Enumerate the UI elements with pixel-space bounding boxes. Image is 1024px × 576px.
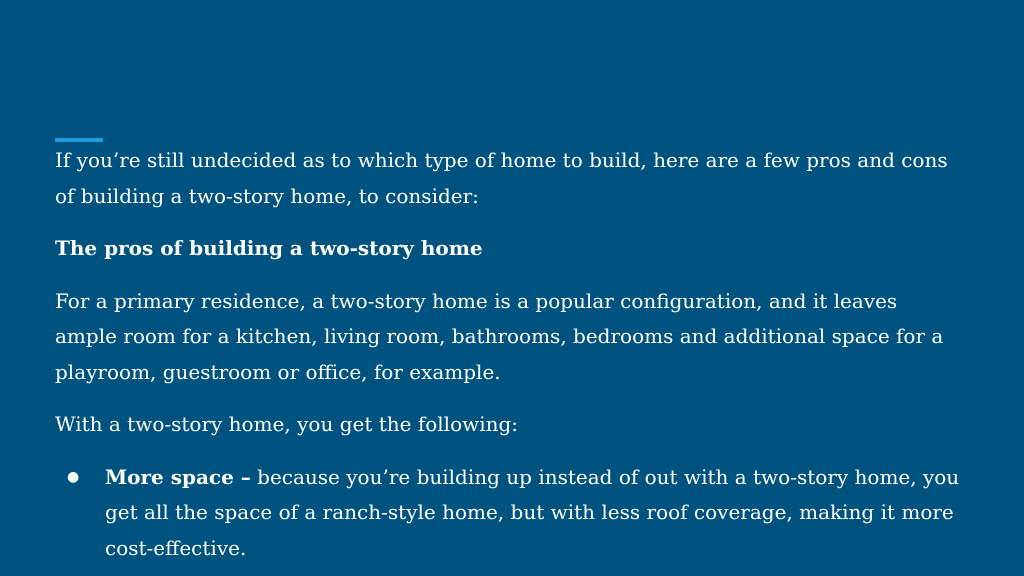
bullet-text: because you’re building up instead of out with a two-story home, you get all the space of a ranch-style home, but with less roof coverage, making it more cost-effective. xyxy=(105,464,960,560)
slide-content xyxy=(55,143,965,566)
accent-bar xyxy=(55,138,103,142)
body-paragraph: For a primary residence, a two-story home is a popular configuration, and it leaves ample room for a kitchen, living room, bathrooms, bedrooms and additional space for a playroom, guestroom or office, for example. xyxy=(55,288,944,384)
intro-paragraph: If you’re still undecided as to which type of home to build, here are a few pros and cons of building a two-story home, to consider: xyxy=(55,148,948,208)
section-heading: The pros of building a two-story home xyxy=(55,236,483,260)
bullet-term: More space – xyxy=(105,464,251,489)
bullet-icon: ● xyxy=(67,468,80,485)
lead-in-paragraph: With a two-story home, you get the following: xyxy=(55,412,519,436)
bullet-list xyxy=(55,460,965,567)
bullet-item xyxy=(55,460,965,567)
